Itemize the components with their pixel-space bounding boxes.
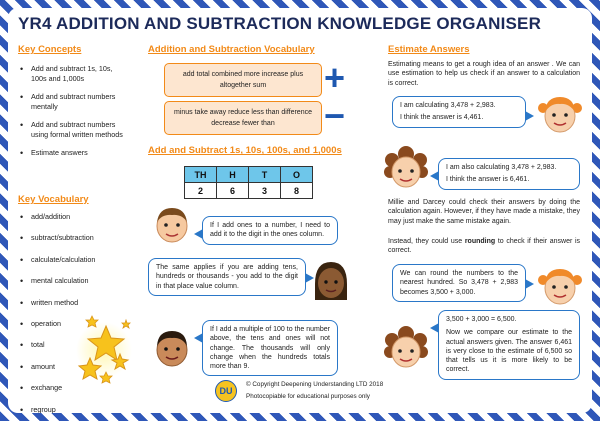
girl-face-icon bbox=[538, 92, 582, 136]
boy-face-icon bbox=[154, 204, 190, 244]
list-item: • mental calculation bbox=[18, 276, 128, 286]
list-item: • total bbox=[18, 340, 128, 350]
table-header-cell: H bbox=[217, 167, 249, 183]
bubble-line: I think the answer is 6,461. bbox=[446, 176, 530, 184]
table-header-cell: O bbox=[281, 167, 313, 183]
list-item: • Add and subtract numbers mentally bbox=[18, 92, 123, 112]
speech-bubble: We can round the numbers to the nearest hundred. So 3,478 + 2,983 becomes 3,500 + 3,000. bbox=[392, 264, 526, 302]
stars-icon bbox=[76, 308, 138, 390]
place-value-heading: Add and Subtract 1s, 10s, 100s, and 1,000s bbox=[148, 145, 342, 156]
bubble-line: I am also calculating 3,478 + 2,983. bbox=[446, 164, 557, 171]
girl-face-icon bbox=[384, 326, 428, 372]
speech-bubble: If I add ones to a number, I need to add it to the digit in the ones column. bbox=[202, 216, 338, 245]
list-item: • written method bbox=[18, 298, 128, 308]
bubble-line: 3,500 + 3,000 = 6,500. bbox=[446, 316, 517, 323]
list-item: • add/addition bbox=[18, 212, 128, 222]
speech-bubble: If I add a multiple of 100 to the number above, the tens and ones will not change. The thousands will only change when the hundreds totals more than 9. bbox=[202, 320, 338, 376]
table-cell: 2 bbox=[185, 183, 217, 199]
bubble-line: I am calculating 3,478 + 2,983. bbox=[400, 102, 496, 109]
speech-bubble: The same applies if you are adding tens, hundreds or thousands - you add to the digit in that place value column. bbox=[148, 258, 306, 296]
key-concepts-heading: Key Concepts bbox=[18, 44, 82, 55]
rounding-keyword: rounding bbox=[464, 238, 496, 245]
rounding-paragraph bbox=[388, 237, 580, 256]
list-item: • operation bbox=[18, 319, 128, 329]
plus-sign: + bbox=[324, 57, 346, 98]
copyright-text: © Copyright Deepening Understanding LTD 2018 bbox=[246, 381, 384, 388]
speech-bubble bbox=[392, 96, 526, 128]
check-paragraph: Millie and Darcey could check their answers by doing the calculation again. However, if they have made a mistake, they may just make the same mistake again. bbox=[388, 199, 580, 225]
table-header-cell: TH bbox=[185, 167, 217, 183]
bubble-line: I think the answer is 4,461. bbox=[400, 114, 484, 122]
place-value-table bbox=[184, 166, 313, 199]
table-header-cell: T bbox=[249, 167, 281, 183]
list-item: • amount bbox=[18, 362, 128, 372]
list-item: • Add and subtract 1s, 10s, 100s and 1,000s bbox=[18, 64, 123, 84]
speech-bubble bbox=[438, 310, 580, 380]
girl-face-icon bbox=[538, 264, 582, 308]
list-item: • subtract/subtraction bbox=[18, 233, 128, 243]
text-span: to check if their answer is correct. bbox=[388, 238, 581, 255]
text-span: Instead, they could use bbox=[388, 238, 465, 245]
deepening-understanding-logo: DU bbox=[215, 380, 237, 402]
speech-bubble bbox=[438, 158, 580, 190]
minus-sign: − bbox=[324, 95, 346, 136]
table-cell: 8 bbox=[281, 183, 313, 199]
key-vocabulary-heading: Key Vocabulary bbox=[18, 194, 89, 205]
list-item: • regroup bbox=[18, 405, 128, 413]
list-item: • calculate/calculation bbox=[18, 255, 128, 265]
boy-face-icon bbox=[154, 326, 190, 368]
vocabulary-heading: Addition and Subtraction Vocabulary bbox=[148, 44, 315, 55]
table-cell: 3 bbox=[249, 183, 281, 199]
table-cell: 6 bbox=[217, 183, 249, 199]
key-concepts-list bbox=[18, 64, 123, 166]
estimate-intro: Estimating means to get a rough idea of an answer . We can use estimation to help us check if an answer to a calculation is correct. bbox=[388, 61, 580, 87]
list-item: • exchange bbox=[18, 383, 128, 393]
photocopiable-note: Photocopiable for educational purposes only bbox=[246, 393, 370, 400]
addition-words-box: add total combined more increase plus altogether sum bbox=[164, 63, 322, 97]
list-item: • Estimate answers bbox=[18, 148, 123, 158]
list-item: • Add and subtract numbers using formal written methods bbox=[18, 120, 123, 140]
estimate-heading: Estimate Answers bbox=[388, 44, 470, 55]
subtraction-words-box: minus take away reduce less than difference decrease fewer than bbox=[164, 101, 322, 135]
page-title: YR4 ADDITION AND SUBTRACTION KNOWLEDGE ORGANISER bbox=[18, 14, 542, 33]
girl-face-icon bbox=[313, 260, 349, 302]
knowledge-organiser-sheet bbox=[8, 8, 592, 413]
bubble-line: Now we compare our estimate to the actual answers given. The answer 6,461 is very close to the estimate of 6,500 so that tells us it is more likely to be correct. bbox=[446, 329, 572, 374]
girl-face-icon bbox=[384, 146, 428, 192]
